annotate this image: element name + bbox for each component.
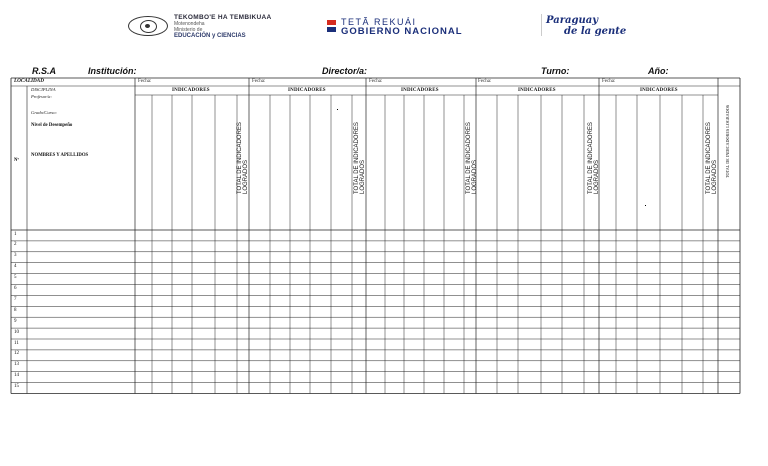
fecha-label-3: Fecha:	[369, 78, 383, 84]
stray-dot	[337, 109, 338, 110]
row-number: 3	[14, 253, 17, 259]
localidad-header: LOCALIDAD	[14, 77, 44, 84]
row-number: 10	[14, 329, 19, 335]
total-indicadores-4: TOTAL DE INDICADORES LOGRADOS	[588, 122, 600, 194]
row-number: 5	[14, 275, 17, 281]
total-indicadores-1: TOTAL DE INDICADORES LOGRADOS	[237, 122, 249, 194]
row-number: 6	[14, 286, 17, 291]
slogan-line1: Paraguay	[546, 15, 599, 26]
row-number: 4	[14, 264, 17, 270]
row-number: 12	[14, 351, 19, 357]
ministry-line4: EDUCACIÓN y CIENCIAS	[174, 33, 246, 39]
ministry-line2: Motenondeha	[174, 21, 205, 27]
director-label: Director/a:	[322, 66, 368, 76]
indicadores-header-1: INDICADORES	[172, 88, 210, 93]
fecha-label-4: Fecha:	[478, 78, 492, 84]
gov-line2: GOBIERNO NACIONAL	[341, 26, 463, 37]
rsa-label: R.S.A	[32, 66, 57, 76]
grado-curso-label: Grado/Curso:	[31, 110, 58, 115]
turno-label: Turno:	[541, 66, 570, 76]
total-indicadores-final: TOTAL DE INDICADORES LOGRADOS	[725, 104, 730, 178]
row-number: 2	[14, 242, 17, 248]
numero-label: Nº	[14, 158, 20, 163]
institucion-label: Institución:	[88, 66, 137, 76]
stray-dot	[645, 205, 646, 206]
fecha-label-1: Fecha:	[138, 78, 152, 84]
nivel-desempeno-label: Nivel de Desempeño	[31, 123, 73, 128]
total-indicadores-2: TOTAL DE INDICADORES LOGRADOS	[354, 122, 366, 194]
row-number: 14	[14, 373, 19, 379]
row-number: 11	[14, 340, 19, 346]
row-number: 9	[14, 318, 17, 324]
total-indicadores-5: TOTAL DE INDICADORES LOGRADOS	[706, 122, 718, 194]
total-indicadores-3: TOTAL DE INDICADORES LOGRADOS	[466, 122, 478, 194]
ministry-line1: TEKOMBO'E HA TEMBIKUAA	[174, 14, 272, 21]
row-number: 7	[14, 296, 17, 302]
fecha-label-2: Fecha:	[252, 78, 266, 84]
row-number: 13	[14, 362, 19, 368]
disciplina-label: DISCIPLINA	[31, 87, 56, 92]
row-number: 8	[14, 307, 17, 313]
anio-label: Año:	[648, 66, 669, 76]
indicadores-header-3: INDICADORES	[401, 88, 439, 93]
slogan-line2: de la gente	[564, 26, 627, 37]
gov-line1: TETÃ REKUÁI	[341, 17, 417, 27]
profesor-label: Profesor/a:	[31, 94, 53, 99]
fecha-label-5: Fecha:	[602, 78, 616, 84]
indicadores-header-2: INDICADORES	[288, 88, 326, 93]
ministry-line3: Ministerio de	[174, 27, 203, 33]
indicadores-header-5: INDICADORES	[640, 88, 678, 93]
nombres-apellidos-label: NOMBRES Y APELLIDOS	[31, 153, 89, 158]
indicadores-header-4: INDICADORES	[518, 88, 556, 93]
row-number: 1	[14, 231, 17, 237]
row-number: 15	[14, 384, 19, 390]
